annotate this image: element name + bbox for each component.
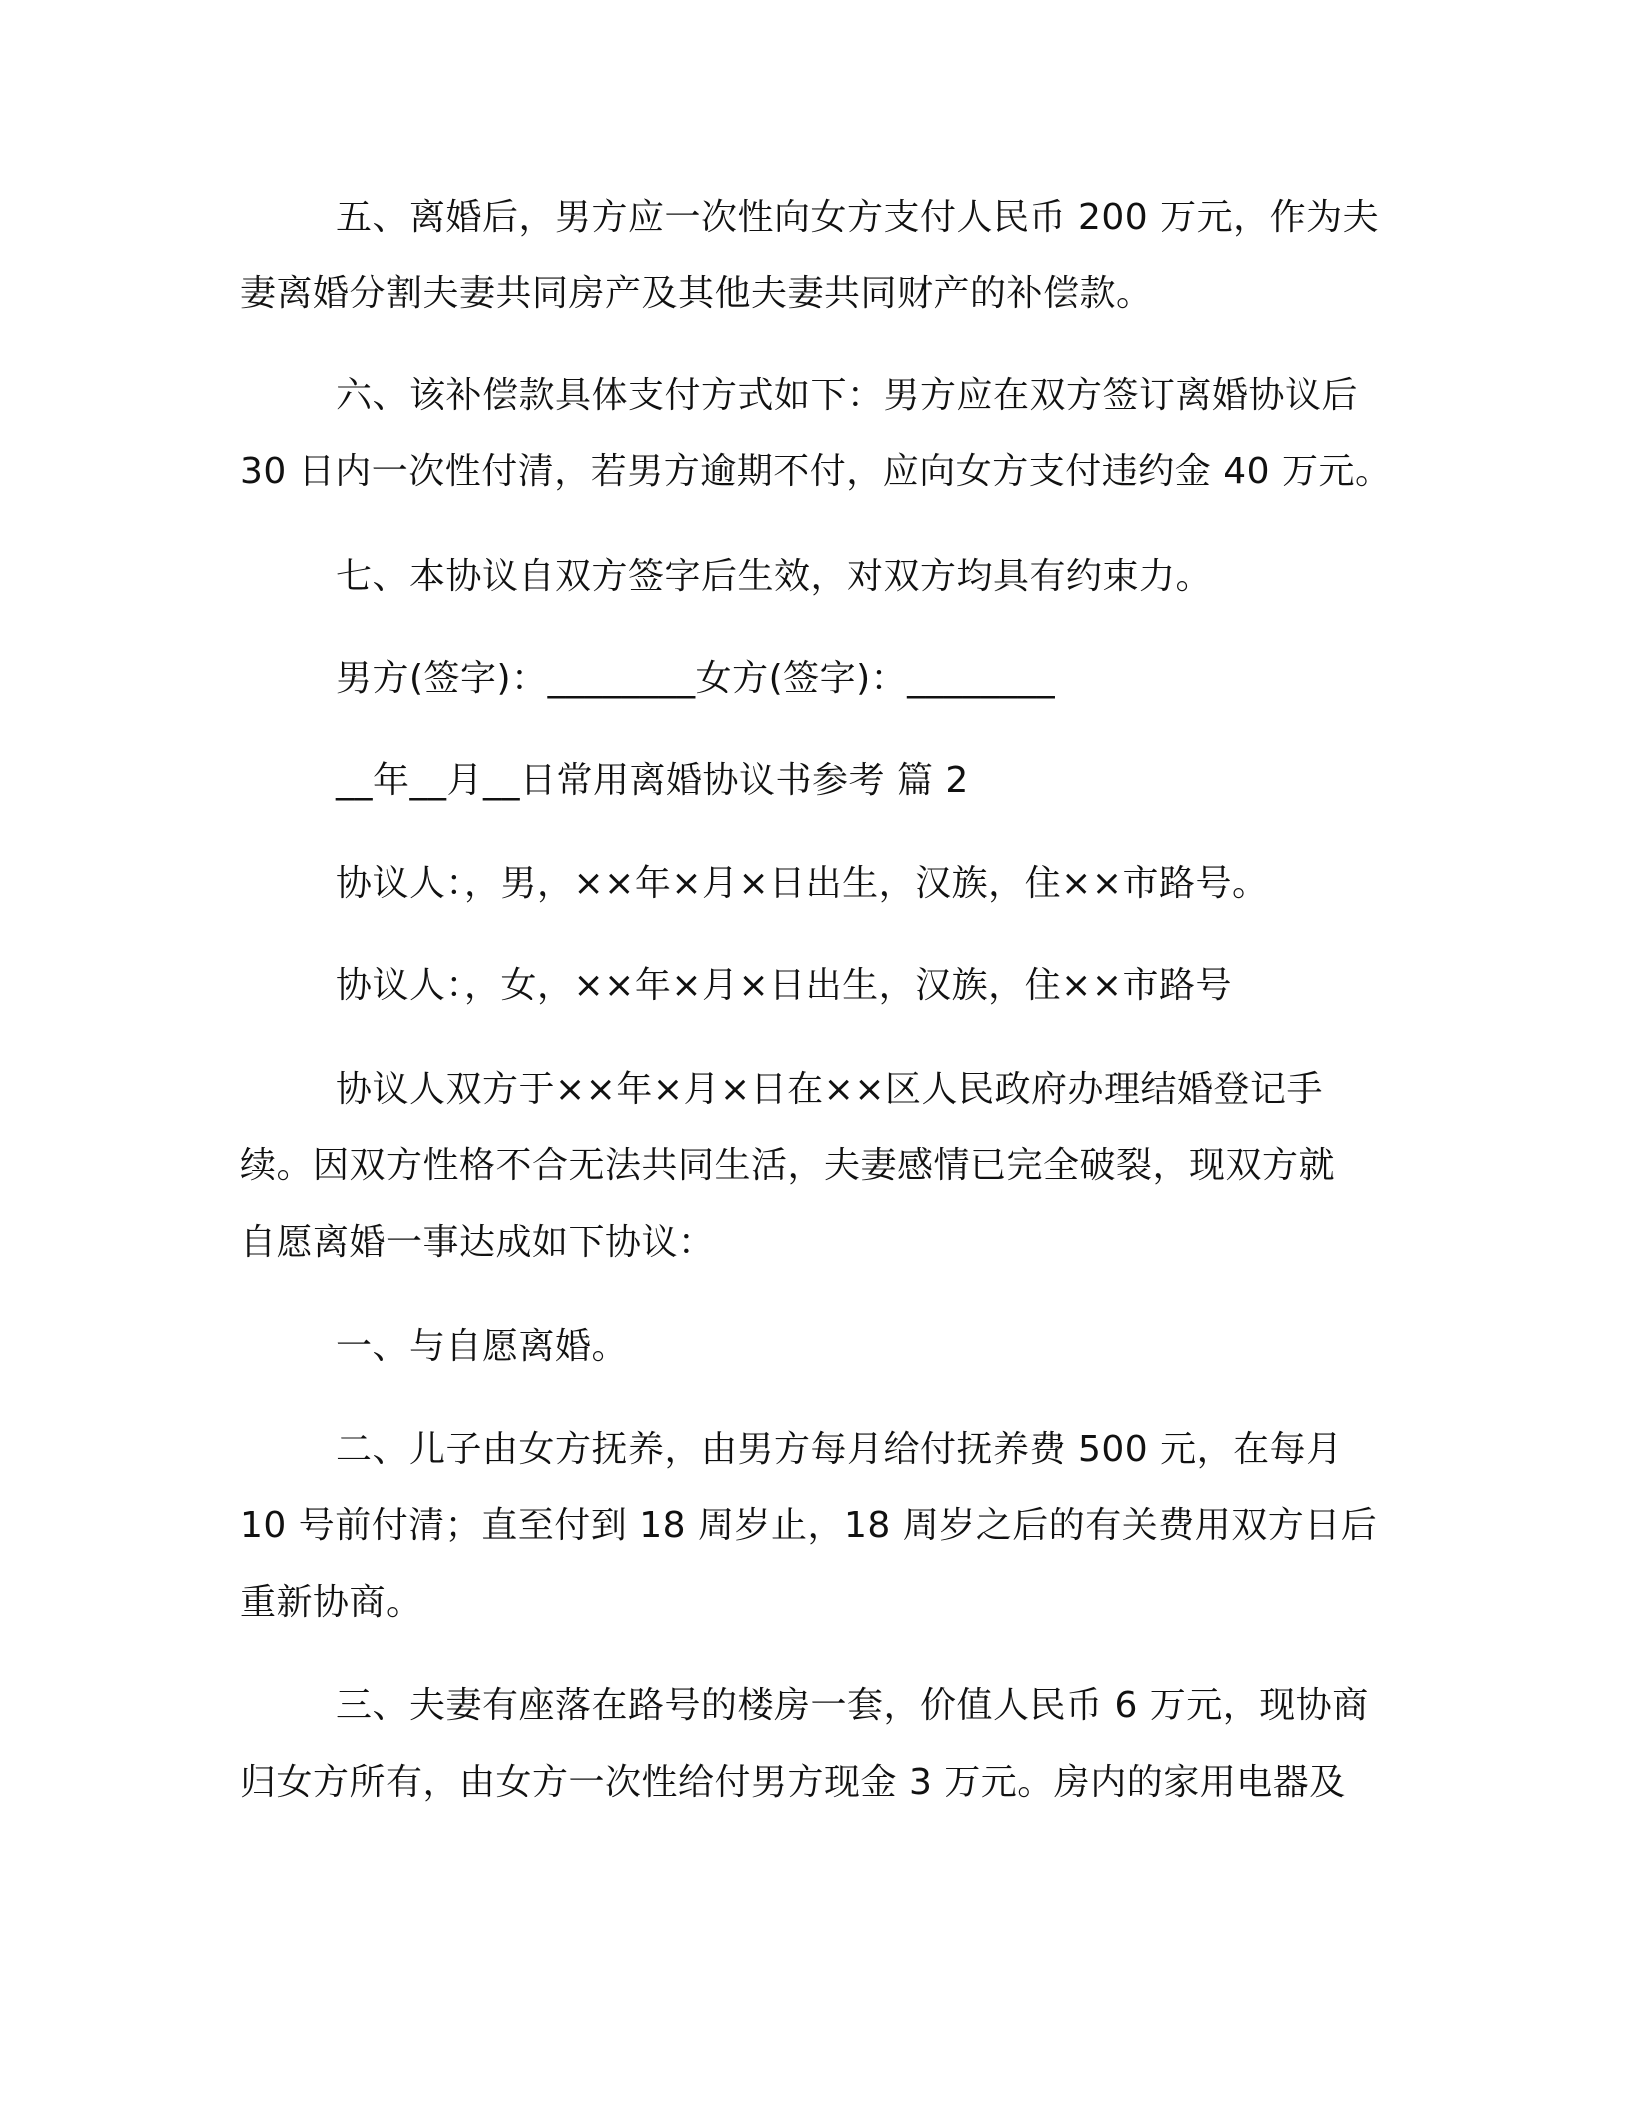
party-female: 协议人：，女，××年×月×日出生，汉族，住××市路号 [336,965,1232,1006]
intro-line-1: 协议人双方于××年×月×日在××区人民政府办理结婚登记手 [336,1069,1323,1110]
clause-3-line-1: 三、夫妻有座落在路号的楼房一套，价值人民币 6 万元，现协商 [336,1685,1369,1726]
signature-line: 男方(签字)：________女方(签字)：________ [336,658,1056,699]
date-and-section-title: __年__月__日常用离婚协议书参考 篇 2 [336,760,969,801]
paragraph-6-line-1: 六、该补偿款具体支付方式如下：男方应在双方签订离婚协议后 [336,375,1359,416]
clause-3-line-2: 归女方所有，由女方一次性给付男方现金 3 万元。房内的家用电器及 [240,1762,1346,1803]
paragraph-5-line-2: 妻离婚分割夫妻共同房产及其他夫妻共同财产的补偿款。 [240,273,1153,314]
paragraph-7: 七、本协议自双方签字后生效，对双方均具有约束力。 [336,556,1213,597]
clause-2-line-1: 二、儿子由女方抚养，由男方每月给付抚养费 500 元，在每月 [336,1429,1343,1470]
clause-2-line-2: 10 号前付清；直至付到 18 周岁止，18 周岁之后的有关费用双方日后 [240,1505,1378,1546]
clause-1: 一、与自愿离婚。 [336,1326,629,1367]
paragraph-6-line-2: 30 日内一次性付清，若男方逾期不付，应向女方支付违约金 40 万元。 [240,451,1392,492]
intro-line-3: 自愿离婚一事达成如下协议： [240,1222,715,1263]
paragraph-5-line-1: 五、离婚后，男方应一次性向女方支付人民币 200 万元，作为夫 [336,197,1380,238]
party-male: 协议人：，男，××年×月×日出生，汉族，住××市路号。 [336,863,1269,904]
clause-2-line-3: 重新协商。 [240,1582,423,1623]
intro-line-2: 续。因双方性格不合无法共同生活，夫妻感情已完全破裂，现双方就 [240,1145,1336,1186]
